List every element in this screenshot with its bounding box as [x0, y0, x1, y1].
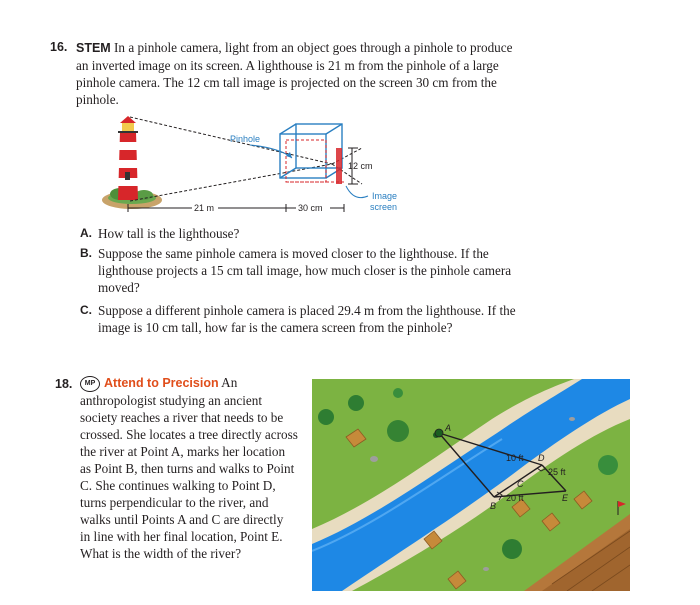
part-b-line-2: lighthouse projects a 15 cm tall image, how much closer is the pinhole camera	[98, 263, 512, 278]
point-b-label: B	[490, 501, 497, 511]
q18-line-8: turns perpendicular to the river, and	[80, 495, 269, 510]
part-c-line-1: Suppose a different pinhole camera is placed 29.4 m from the lighthouse. If the	[98, 303, 516, 318]
q18-line-2: anthropologist studying an ancient	[80, 393, 263, 408]
point-d-label: D	[538, 453, 545, 463]
label-10ft: 10 ft	[506, 453, 524, 463]
mp-badge: MP	[80, 376, 100, 392]
part-b-line-1: Suppose the same pinhole camera is moved closer to the lighthouse. If the	[98, 246, 489, 261]
screen-label-2: screen	[370, 202, 398, 212]
part-c	[80, 301, 550, 336]
camera-box	[280, 124, 342, 178]
q18-line-4: crossed. She locates a tree directly across	[80, 427, 298, 442]
label-20ft: 20 ft	[506, 493, 524, 503]
screen-label-1: Image	[372, 191, 398, 201]
stem-line-4: pinhole.	[76, 92, 119, 107]
q18-line-5: the river at Point A, marks her location	[80, 444, 286, 459]
projected-image	[336, 148, 342, 184]
point-c-label: C	[517, 479, 524, 489]
part-a-line-1: How tall is the lighthouse?	[98, 226, 240, 241]
part-c-line-2: image is 10 cm tall, how far is the camera screen from the pinhole?	[98, 320, 453, 335]
stem-line-2: an inverted image on its screen. A lighthouse is 21 m from the pinhole of a large	[76, 58, 499, 73]
river-map-illustration	[312, 379, 630, 591]
q18-line-9: walks until Points A and C are directly	[80, 512, 284, 527]
part-b-letter: B.	[80, 246, 92, 260]
point-a-label: A	[445, 423, 452, 433]
inner-screen	[286, 140, 344, 182]
distance-label-30cm: 30 cm	[298, 203, 323, 213]
q18-line-6: as Point B, then turns and walks to Point	[80, 461, 295, 476]
part-b	[80, 244, 550, 296]
part-c-letter: C.	[80, 303, 92, 317]
pinhole-label: Pinhole	[230, 134, 261, 144]
q18-line-10: in line with her final location, Point E.	[80, 529, 283, 544]
lighthouse	[117, 116, 139, 200]
q18-line-7: C. She continues walking to Point D,	[80, 478, 276, 493]
point-a-tree	[435, 429, 443, 437]
stem-tag: STEM	[76, 41, 111, 55]
question-16-number: 16.	[50, 40, 68, 54]
question-18-number: 18.	[55, 377, 73, 391]
q18-line-3: society reaches a river that needs to be	[80, 410, 284, 425]
q18-line-1: An	[221, 375, 238, 390]
stem-line-1: In a pinhole camera, light from an object goes through a pinhole to produce	[114, 40, 513, 55]
pinhole-camera-diagram	[100, 112, 420, 220]
part-b-line-3: moved?	[98, 280, 140, 295]
part-a-letter: A.	[80, 226, 92, 240]
question-18-title: Attend to Precision	[104, 376, 219, 390]
label-25ft: 25 ft	[548, 467, 566, 477]
q18-line-11: What is the width of the river?	[80, 546, 242, 561]
distance-label-21m: 21 m	[194, 203, 215, 213]
image-height-label: 12 cm	[348, 161, 373, 171]
stem-line-3: pinhole camera. The 12 cm tall image is projected on the screen 30 cm from the	[76, 75, 497, 90]
part-a	[80, 224, 550, 242]
point-e-label: E	[562, 493, 569, 503]
question-18-text	[80, 374, 310, 562]
question-16-stem	[76, 39, 556, 108]
